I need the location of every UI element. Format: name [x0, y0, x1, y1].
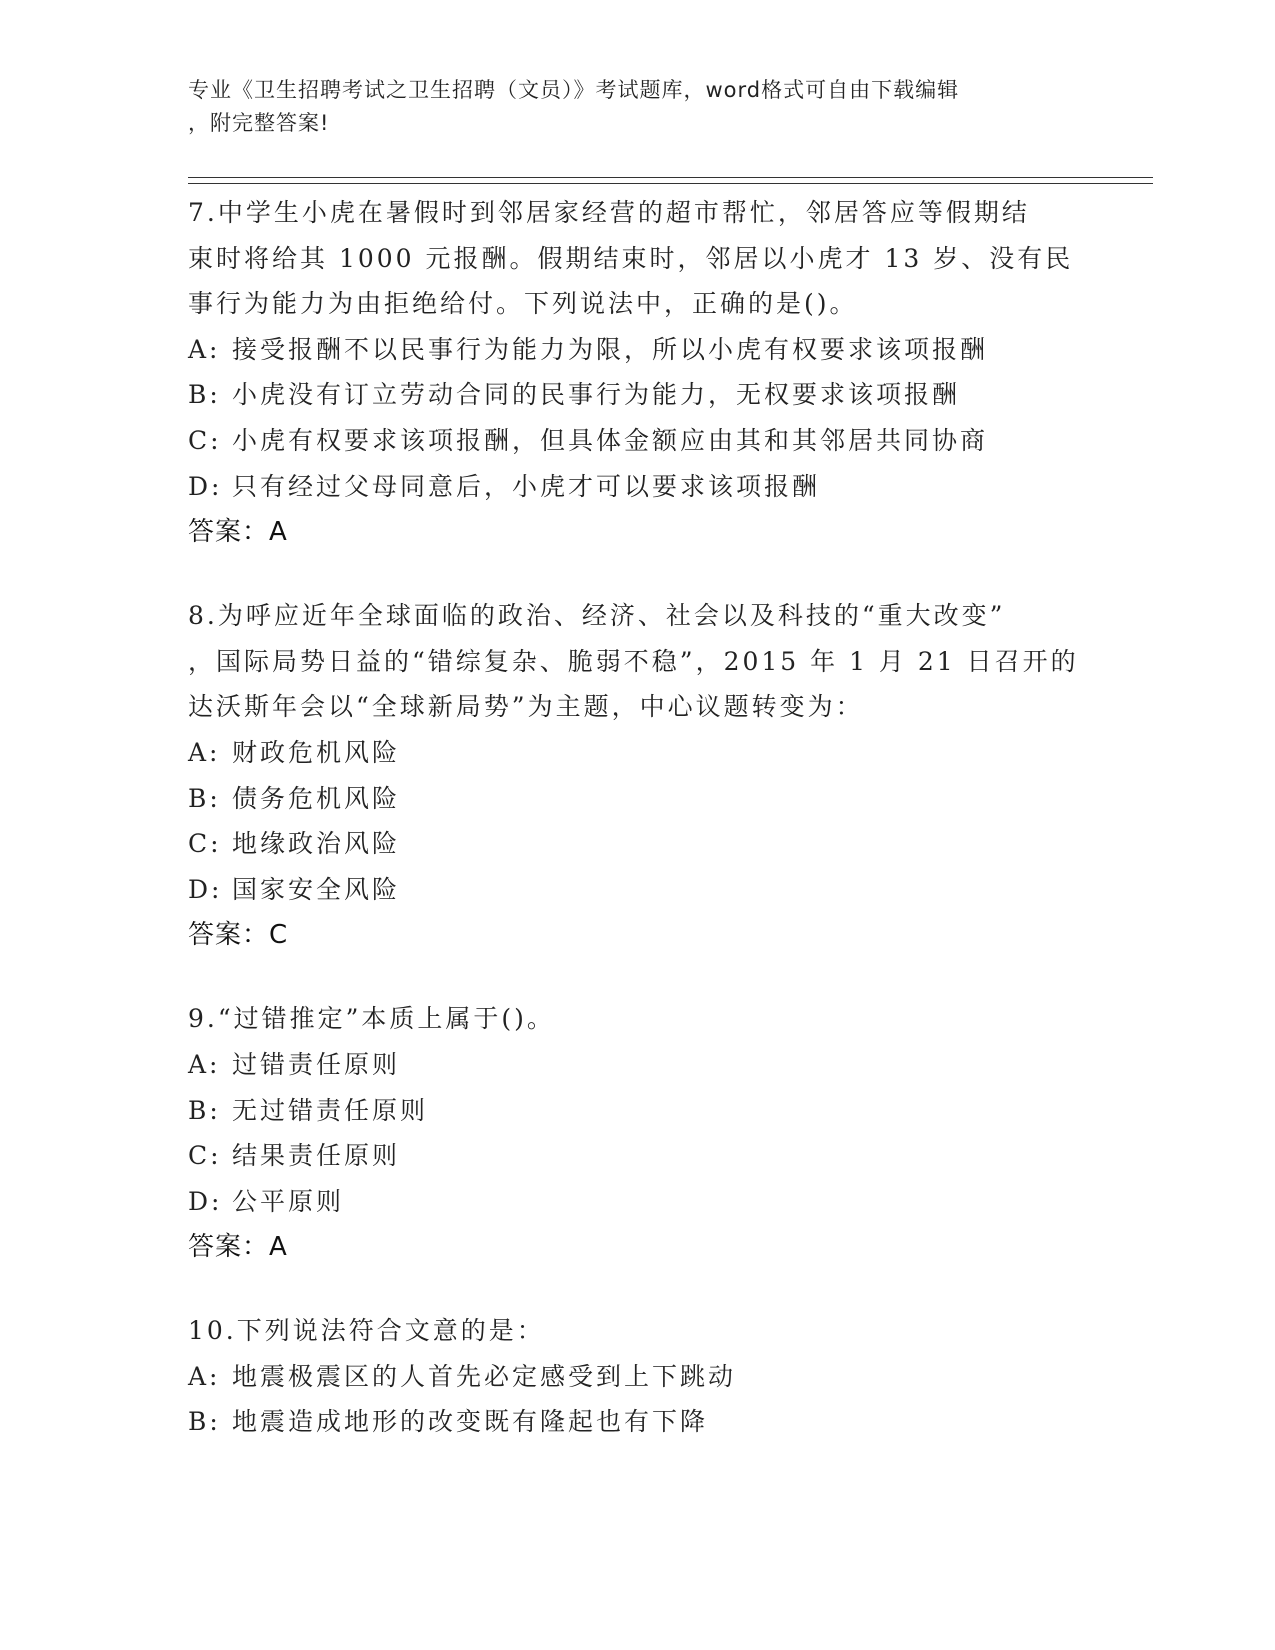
document-header: [188, 74, 1068, 140]
question-7: [188, 190, 1128, 555]
option-key: A:: [188, 334, 221, 364]
option-key: B:: [188, 1095, 221, 1125]
answer-line: 答案：C: [188, 920, 289, 951]
option-key: A:: [188, 737, 221, 767]
question-9: [188, 996, 1128, 1270]
option-a: [188, 327, 1128, 373]
question-text-line: 10.下列说法符合文意的是：: [188, 1316, 545, 1346]
option-text: 公平原则: [232, 1186, 345, 1216]
option-b: [188, 776, 1128, 822]
option-text: 财政危机风险: [232, 737, 401, 767]
option-key: A:: [188, 1361, 221, 1391]
option-key: B:: [188, 1407, 221, 1437]
option-key: B:: [188, 783, 221, 813]
option-key: D:: [188, 1186, 223, 1216]
option-c: [188, 418, 1128, 464]
question-text-line: 达沃斯年会以“全球新局势”为主题，中心议题转变为：: [188, 692, 864, 722]
option-text: 结果责任原则: [232, 1141, 401, 1171]
option-d: [188, 867, 1128, 913]
option-c: [188, 1133, 1128, 1179]
option-key: D:: [188, 471, 223, 501]
answer-line: 答案：A: [188, 517, 288, 548]
option-b: [188, 1088, 1128, 1134]
question-text-line: 束时将给其 1000 元报酬。假期结束时，邻居以小虎才 13 岁、没有民: [188, 243, 1074, 273]
option-text: 小虎有权要求该项报酬，但具体金额应由其和其邻居共同协商: [232, 425, 989, 455]
option-text: 地震造成地形的改变既有隆起也有下降: [232, 1407, 709, 1437]
option-a: [188, 1042, 1128, 1088]
option-text: 国家安全风险: [232, 874, 401, 904]
option-text: 无过错责任原则: [232, 1095, 429, 1125]
header-divider-top: [188, 177, 1153, 178]
option-key: C:: [188, 829, 222, 859]
option-d: [188, 1179, 1128, 1225]
option-key: C:: [188, 425, 222, 455]
option-text: 接受报酬不以民事行为能力为限，所以小虎有权要求该项报酬: [232, 334, 989, 364]
option-b: [188, 372, 1128, 418]
question-list: [188, 190, 1128, 1483]
option-key: C:: [188, 1141, 222, 1171]
option-a: [188, 730, 1128, 776]
option-key: A:: [188, 1049, 221, 1079]
question-text-line: 8.为呼应近年全球面临的政治、经济、社会以及科技的“重大改变”: [188, 601, 1006, 631]
header-line-2: ，附完整答案!: [188, 111, 330, 135]
header-line-1: 专业《卫生招聘考试之卫生招聘（文员）》考试题库，word格式可自由下载编辑: [188, 78, 960, 102]
question-text-line: 9.“过错推定”本质上属于()。: [188, 1004, 555, 1034]
option-text: 债务危机风险: [232, 783, 401, 813]
option-text: 只有经过父母同意后，小虎才可以要求该项报酬: [232, 471, 821, 501]
header-divider-bottom: [188, 183, 1153, 184]
option-c: [188, 821, 1128, 867]
question-10: [188, 1308, 1128, 1445]
answer-line: 答案：A: [188, 1232, 288, 1263]
option-text: 地缘政治风险: [232, 829, 401, 859]
question-text-line: ，国际局势日益的“错综复杂、脆弱不稳”，2015 年 1 月 21 日召开的: [188, 646, 1079, 676]
option-b: [188, 1399, 1128, 1445]
question-8: [188, 593, 1128, 958]
option-a: [188, 1354, 1128, 1400]
option-text: 过错责任原则: [232, 1049, 401, 1079]
option-text: 小虎没有订立劳动合同的民事行为能力，无权要求该项报酬: [232, 380, 961, 410]
option-key: D:: [188, 874, 223, 904]
option-text: 地震极震区的人首先必定感受到上下跳动: [232, 1361, 737, 1391]
question-text-line: 事行为能力为由拒绝给付。下列说法中，正确的是()。: [188, 289, 858, 319]
option-key: B:: [188, 380, 221, 410]
question-text-line: 7.中学生小虎在暑假时到邻居家经营的超市帮忙，邻居答应等假期结: [188, 198, 1030, 227]
option-d: [188, 464, 1128, 510]
